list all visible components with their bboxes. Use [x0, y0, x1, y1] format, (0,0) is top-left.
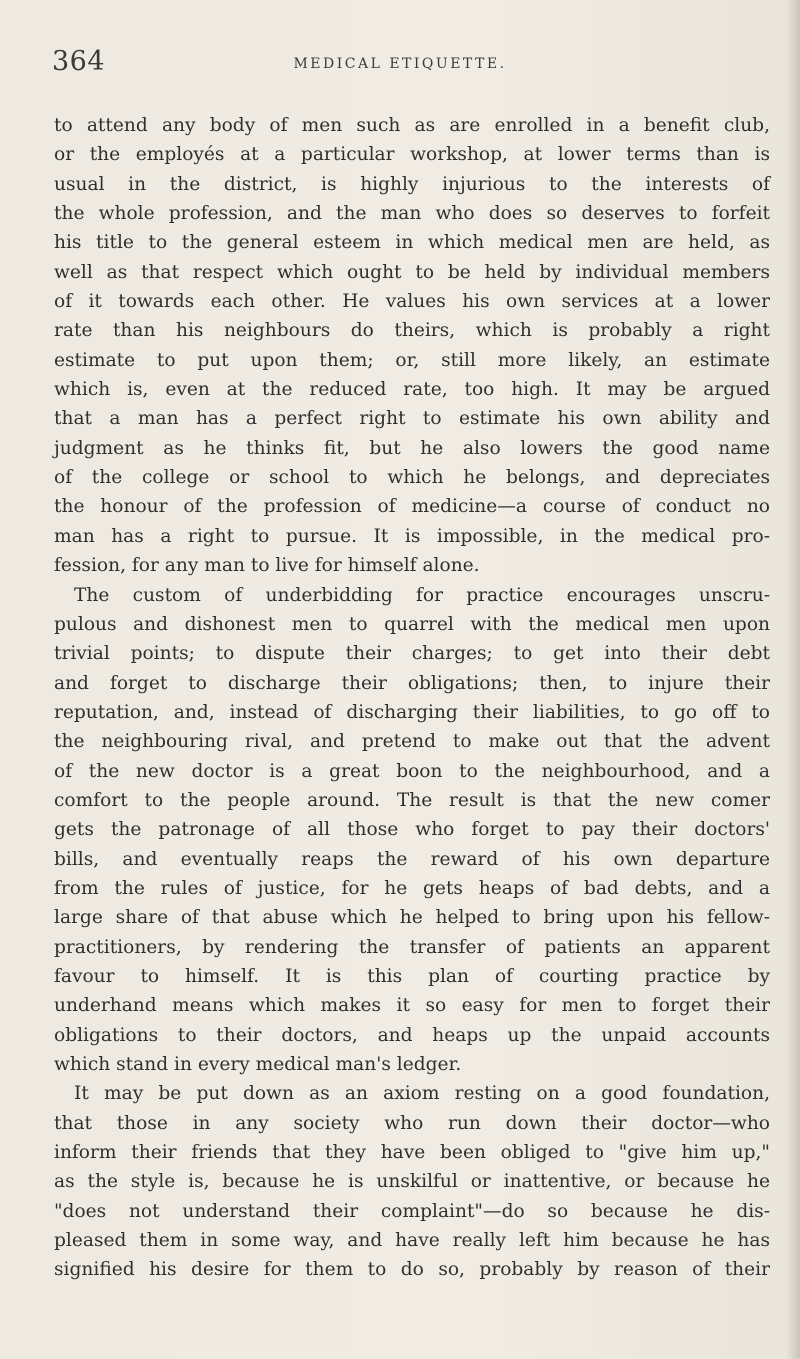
text-line: his title to the general esteem in which medical men are held, as [54, 232, 770, 254]
text-line: that those in any society who run down their doctor—who [54, 1112, 770, 1134]
text-line: reputation, and, instead of discharging their liabilities, to go off to [54, 701, 770, 723]
text-line: obligations to their doctors, and heaps up the unpaid accounts [54, 1024, 770, 1046]
page-number: 364 [52, 46, 106, 77]
running-head: MEDICAL ETIQUETTE. [293, 56, 507, 72]
text-line: and forget to discharge their obligations; then, to injure their [54, 672, 770, 694]
text-line: judgment as he thinks fit, but he also lowers the good name [54, 437, 770, 459]
text-line: estimate to put upon them; or, still more likely, an estimate [54, 349, 770, 371]
page-edge-shadow [786, 0, 800, 1359]
text-line: the neighbouring rival, and pretend to make out that the advent [54, 731, 770, 753]
text-line: pleased them in some way, and have really left him because he has [54, 1230, 770, 1252]
text-line: or the employés at a particular workshop, at lower terms than is [54, 144, 770, 166]
text-line: trivial points; to dispute their charges; to get into their debt [54, 643, 770, 665]
page-header [0, 46, 800, 96]
text-line: as the style is, because he is unskilful or inattentive, or because he [54, 1171, 770, 1193]
text-line: favour to himself. It is this plan of courting practice by [54, 965, 770, 987]
text-line: It may be put down as an axiom resting on a good foundation, [74, 1083, 770, 1105]
text-line: rate than his neighbours do theirs, which is probably a right [54, 320, 770, 342]
text-line: fession, for any man to live for himself alone. [54, 555, 480, 577]
text-line: well as that respect which ought to be held by individual members [54, 261, 770, 283]
body-text [54, 111, 770, 1285]
text-line: comfort to the people around. The result is that the new comer [54, 789, 770, 811]
text-line: of the college or school to which he belongs, and depreciates [54, 467, 770, 489]
text-line: to attend any body of men such as are enrolled in a benefit club, [54, 115, 770, 136]
text-line: of it towards each other. He values his own services at a lower [54, 291, 770, 313]
text-line: inform their friends that they have been obliged to "give him up," [54, 1142, 770, 1164]
text-line: from the rules of justice, for he gets heaps of bad debts, and a [54, 877, 770, 899]
text-line: the honour of the profession of medicine—a course of conduct no [54, 496, 770, 518]
text-line: of the new doctor is a great boon to the neighbourhood, and a [54, 760, 770, 782]
text-line: bills, and eventually reaps the reward of his own departure [54, 848, 770, 870]
text-line: that a man has a perfect right to estimate his own ability and [54, 408, 770, 430]
text-line: which stand in every medical man's ledger. [54, 1054, 462, 1075]
text-line: the whole profession, and the man who does so deserves to forfeit [54, 203, 770, 225]
text-line: pulous and dishonest men to quarrel with the medical men upon [54, 613, 770, 635]
text-line: underhand means which makes it so easy for men to forget their [54, 995, 770, 1017]
text-line: gets the patronage of all those who forget to pay their doctors' [54, 819, 770, 841]
text-line: large share of that abuse which he helped to bring upon his fellow- [54, 907, 770, 929]
text-line: "does not understand their complaint"—do so because he dis- [54, 1200, 770, 1222]
text-line: practitioners, by rendering the transfer of patients an apparent [54, 936, 770, 958]
text-line: which is, even at the reduced rate, too high. It may be argued [54, 379, 770, 401]
text-line: usual in the district, is highly injurious to the interests of [54, 173, 770, 195]
text-line: man has a right to pursue. It is impossible, in the medical pro- [54, 525, 770, 547]
text-line: signified his desire for them to do so, probably by reason of their [54, 1259, 770, 1281]
text-line: The custom of underbidding for practice encourages unscru- [74, 584, 770, 606]
